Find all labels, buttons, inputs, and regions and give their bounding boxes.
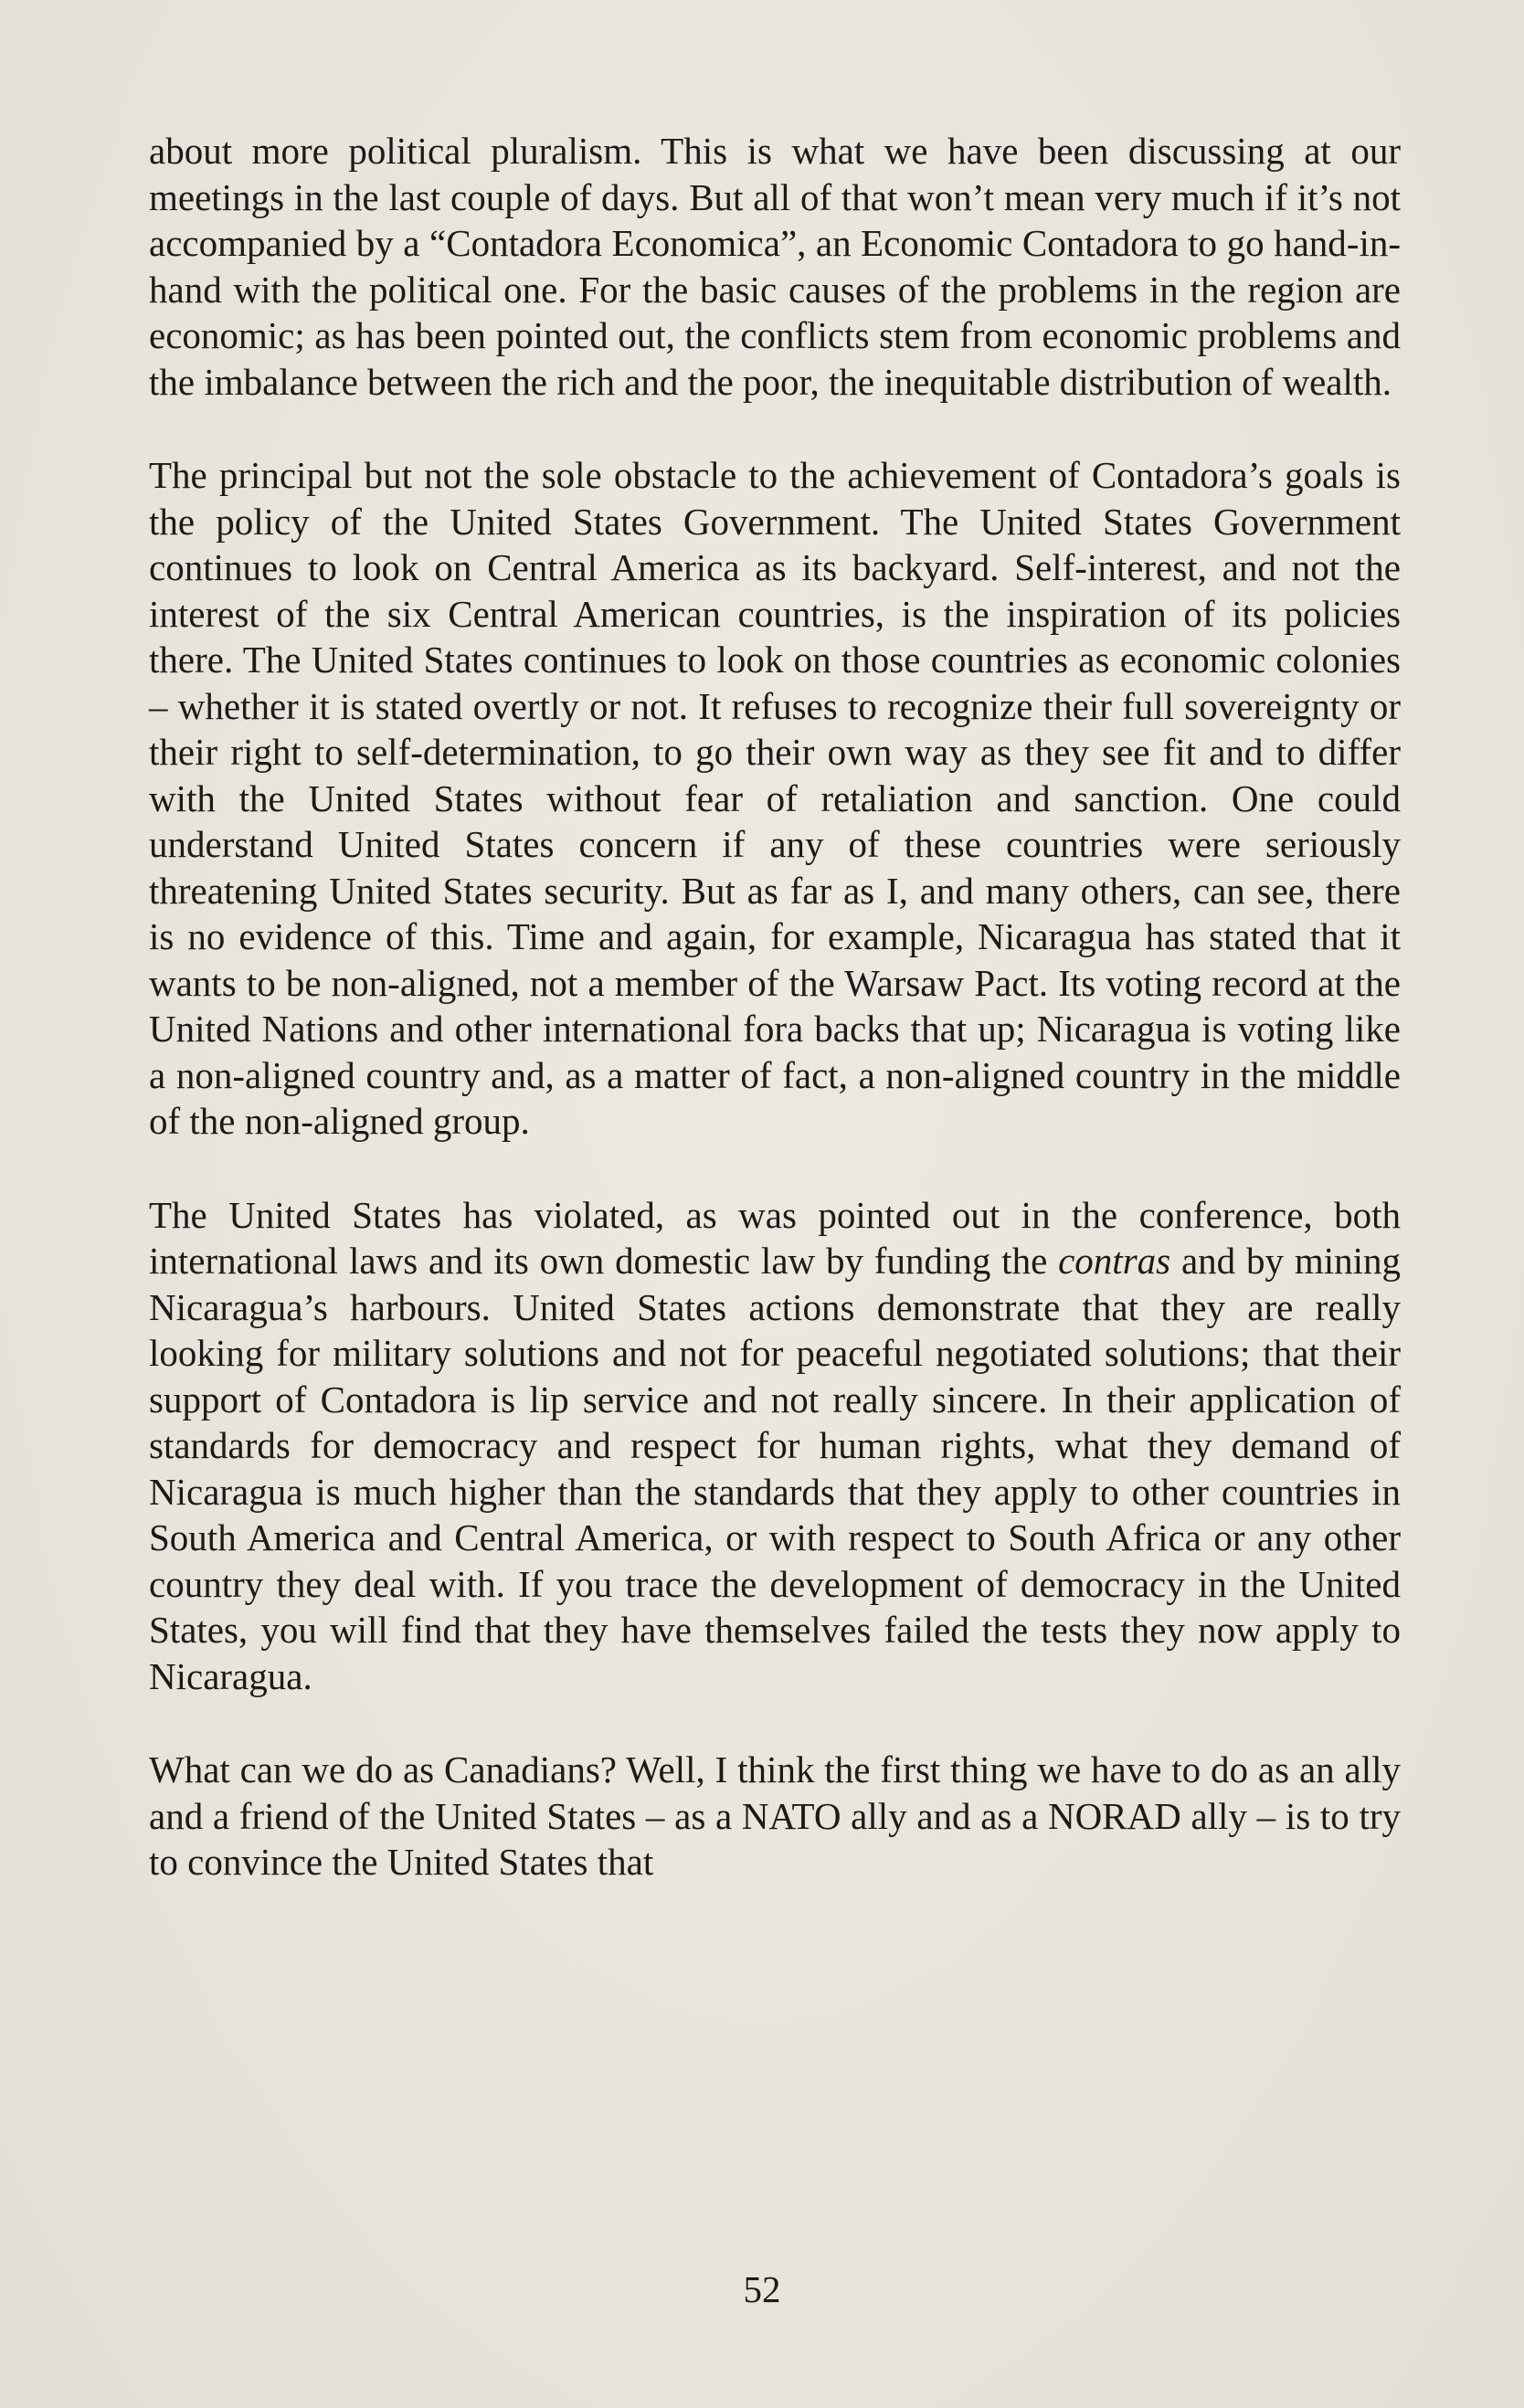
body-text: [149, 128, 1401, 1885]
paragraph-4: What can we do as Canadians? Well, I think the first thing we have to do as an ally and a friend of the United States – as a NATO ally and as a NORAD ally – is to try to convince the United States that: [149, 1748, 1401, 1883]
page-number: 52: [743, 2268, 781, 2310]
paragraph-2: The principal but not the sole obstacle to the achievement of Contadora’s goals is the policy of the United States Government. The United States Government continues to look on Central America as its backyard. Self-interest, and not the interest of the six Central American countries, is the inspiration of its policies there. The United States continues to look on those countries as economic colonies – whether it is stated overtly or not. It refuses to recognize their full sovereignty or their right to self-determination, to go their own way as they see fit and to differ with the United States without fear of retaliation and sanction. One could understand United States concern if any of these countries were seriously threatening United States security. But as far as I, and many others, can see, there is no evidence of this. Time and again, for example, Nicaragua has stated that it wants to be non-aligned, not a member of the Warsaw Pact. Its voting record at the United Nations and other international fora backs that up; Nicaragua is voting like a non-aligned country and, as a matter of fact, a non-aligned country in the middle of the non-aligned group.: [149, 454, 1401, 1142]
paragraph-3: [149, 1192, 1401, 1700]
paragraph-3-start: The United States has violated, as was pointed out in the conference, both international laws and its own domestic law by funding the: [149, 1193, 1401, 1282]
paragraph-3-end: and by mining Nicaragua’s harbours. United States actions demonstrate that they are really looking for military solutions and not for peaceful negotiated solutions; that their support of Contadora is lip service and not really sincere. In their application of standards for democracy and respect for human rights, what they demand of Nicaragua is much higher than the standards that they apply to other countries in South America and Central America, or with respect to South Africa or any other country they deal with. If you trace the development of democracy in the United States, you will find that they have themselves failed the tests they now apply to Nicaragua.: [149, 1240, 1401, 1697]
italic-term-contras: contras: [1058, 1240, 1171, 1282]
paragraph-1: about more political pluralism. This is what we have been discussing at our meetings in the last couple of days. But all of that won’t mean very much if it’s not accompanied by a “Contadora Economica”, an Economic Contadora to go hand-in-hand with the political one. For the basic causes of the problems in the region are economic; as has been pointed out, the conflicts stem from economic problems and the imbalance between the rich and the poor, the inequitable distribution of wealth.: [149, 130, 1401, 403]
